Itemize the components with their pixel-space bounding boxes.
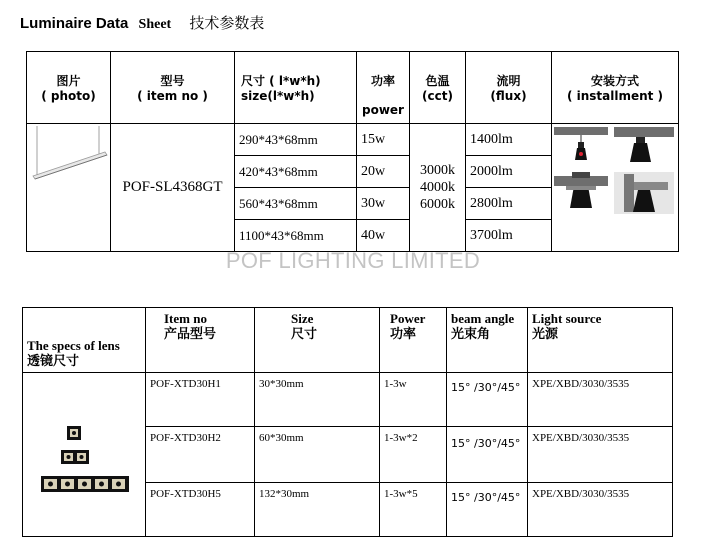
lens-source-cell: XPE/XBD/3030/3535 [528,373,673,427]
watermark: POF LIGHTING LIMITED [225,248,481,273]
lens-item-cell: POF-XTD30H5 [146,483,255,537]
luminaire-data-table [26,51,679,252]
header-lens-item [146,308,255,373]
lens-item-cell: POF-XTD30H1 [146,373,255,427]
lens-size-cell: 132*30mm [255,483,380,537]
header-size-zh: 尺寸 ( l*w*h) [241,74,321,88]
lens-power-cell: 1-3w*2 [380,427,447,483]
lens-size-cell: 30*30mm [255,373,380,427]
header-cct-en: (cct) [422,89,453,103]
size-cell: 560*43*68mm [235,188,357,220]
flux-cell: 1400lm [466,124,552,156]
header-install-zh: 安装方式 [590,74,639,88]
flux-cell: 2800lm [466,188,552,220]
header-power-zh: 功率 [390,326,417,341]
header-item-en: Item no [164,311,207,326]
lens-angle-cell: 15° /30°/45° [447,427,528,483]
header-flux-zh: 流明 [496,74,521,88]
lens-header-row [23,308,673,373]
installment-methods-image [552,124,678,216]
header-angle-zh: 光束角 [451,326,491,341]
linear-luminaire-image [27,124,109,184]
header-power-en: power [362,103,404,117]
lens-size-cell: 60*30mm [255,427,380,483]
header-size [235,52,357,124]
power-cell: 20w [357,156,410,188]
lens-samples-image [23,388,144,518]
header-specs-en: The specs of lens [27,338,120,353]
lens-power-cell: 1-3w*5 [380,483,447,537]
header-lens-specs [23,308,146,373]
lens-row [23,373,673,427]
header-item-zh: 型号 [160,74,185,88]
lens-item-cell: POF-XTD30H2 [146,427,255,483]
size-cell: 1100*43*68mm [235,220,357,252]
header-flux [466,52,552,124]
header-size-en: Size [291,311,314,326]
lens-source-cell: XPE/XBD/3030/3535 [528,427,673,483]
header-beam-angle [447,308,528,373]
model-number: POF-SL4368GT [111,124,235,252]
installment-cell [552,124,679,252]
cct-value: 4000k [420,180,455,195]
header-lens-size [255,308,380,373]
lens-image-cell [23,373,146,537]
lens-source-cell: XPE/XBD/3030/3535 [528,483,673,537]
header-source-en: Light source [532,311,602,326]
luminaire-header-row [27,52,679,124]
cct-value: 6000k [420,197,455,212]
power-cell: 40w [357,220,410,252]
header-light-source [528,308,673,373]
header-power-zh: 功率 [370,74,395,88]
product-photo-cell [27,124,111,252]
header-lens-power [380,308,447,373]
header-power-en: Power [390,311,426,326]
header-flux-en: (flux) [490,89,527,103]
title-sheet: Sheet [138,17,172,32]
header-item [111,52,235,124]
document-title [20,12,264,33]
header-specs-zh: 透镜尺寸 [27,353,80,368]
header-cct-zh: 色温 [425,74,450,88]
lens-specs-table [22,307,673,537]
header-installment [552,52,679,124]
lens-power-cell: 1-3w [380,373,447,427]
header-size-en: size(l*w*h) [241,89,315,103]
header-photo-en: ( photo) [41,89,96,103]
cct-value: 3000k [420,163,455,178]
flux-cell: 3700lm [466,220,552,252]
header-install-en: ( installment ) [566,89,664,103]
header-cct [410,52,466,124]
lens-angle-cell: 15° /30°/45° [447,373,528,427]
power-cell: 30w [357,188,410,220]
title-main: Luminaire Data [20,15,129,32]
header-photo [27,52,111,124]
cct-cell [410,124,466,252]
header-source-zh: 光源 [532,326,559,341]
header-power [357,52,410,124]
size-cell: 420*43*68mm [235,156,357,188]
header-photo-zh: 图片 [56,74,81,88]
header-item-zh: 产品型号 [164,326,217,341]
title-chinese: 技术参数表 [189,14,265,32]
size-cell: 290*43*68mm [235,124,357,156]
flux-cell: 2000lm [466,156,552,188]
luminaire-row [27,124,679,156]
lens-angle-cell: 15° /30°/45° [447,483,528,537]
header-angle-en: beam angle [451,311,515,326]
power-cell: 15w [357,124,410,156]
header-item-en: ( item no ) [137,89,208,103]
header-size-zh: 尺寸 [291,326,318,341]
